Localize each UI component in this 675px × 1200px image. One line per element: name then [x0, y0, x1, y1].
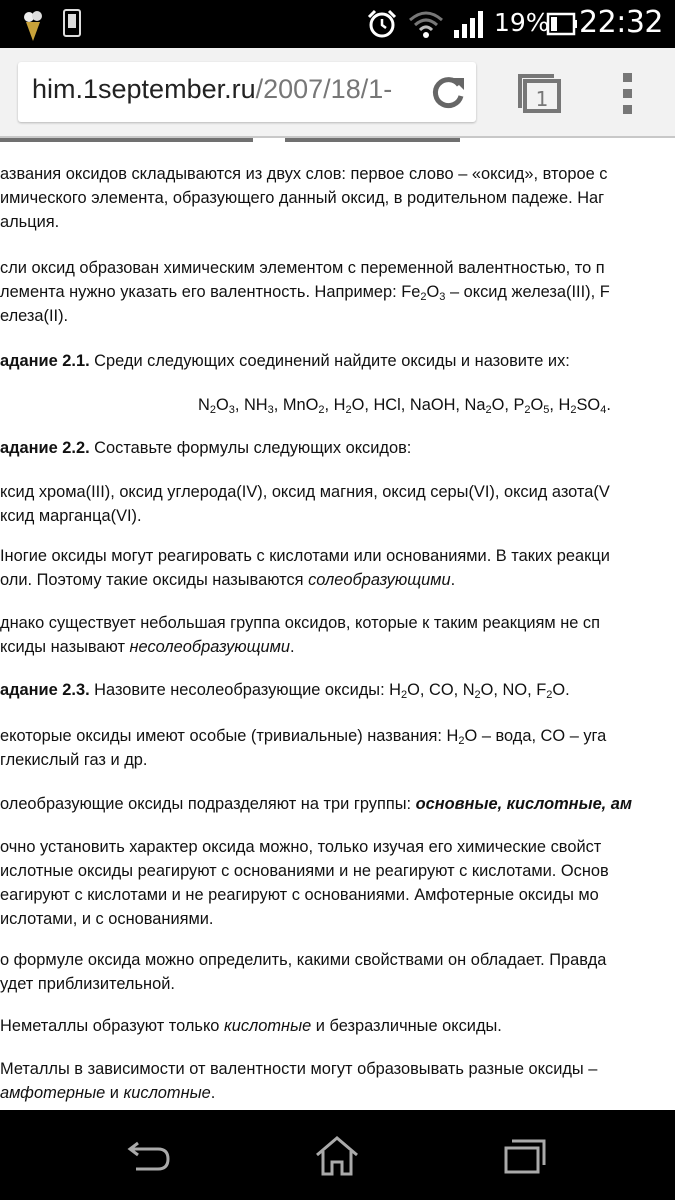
svg-text:1: 1: [535, 87, 549, 111]
phone-device-icon: [62, 8, 82, 38]
signal-strength-icon: [452, 10, 486, 38]
paragraph-line: ислотами, и с основаниями.: [0, 910, 214, 928]
task-2-3: адание 2.3. Назовите несолеобразующие оксиды: $H_2O$, CO, $N_2O$, NO, $F_2O$.: [0, 681, 570, 701]
home-icon[interactable]: [312, 1135, 362, 1177]
task-2-2: адание 2.2. Составьте формулы следующих оксидов:: [0, 439, 412, 457]
wifi-icon: [408, 8, 444, 40]
tabs-switcher-icon[interactable]: [514, 68, 564, 116]
reload-icon[interactable]: [428, 72, 468, 112]
paragraph-line: ксид марганца(VI).: [0, 507, 142, 525]
url-text[interactable]: [32, 74, 392, 105]
paragraph-line: Неметаллы образуют только кислотные и безразличные оксиды.: [0, 1017, 502, 1035]
browser-toolbar: [0, 48, 675, 138]
notification-app-icon: [20, 8, 46, 42]
paragraph-line: олеобразующие оксиды подразделяют на три группы: основные, кислотные, ам: [0, 795, 633, 813]
paragraph-line: удет приблизительной.: [0, 975, 175, 993]
clock-time: 22:32: [579, 5, 663, 40]
paragraph-line: ксид хрома(III), оксид углерода(IV), оксид магния, оксид серы(VI), оксид азота(V: [0, 483, 610, 501]
system-navigation-bar: [0, 1110, 675, 1200]
address-bar[interactable]: [18, 62, 476, 122]
url-domain: him.1september.ru: [32, 74, 256, 104]
paragraph-line: ксиды называют несолеобразующими.: [0, 638, 295, 656]
paragraph-line: Металлы в зависимости от валентности могут образовывать разные оксиды –: [0, 1060, 598, 1078]
back-icon[interactable]: [124, 1135, 174, 1177]
paragraph-line: Іногие оксиды могут реагировать с кислотами или основаниями. В таких реакци: [0, 547, 610, 565]
paragraph-line: сли оксид образован химическим элементом с переменной валентностью, то п: [0, 259, 605, 277]
paragraph-line: лемента нужно указать его валентность. Например: $Fe_2O_3$ – оксид железа(III), F: [0, 283, 610, 303]
paragraph-line: еагируют с кислотами и не реагируют с основаниями. Амфотерные оксиды мо: [0, 886, 599, 904]
web-page-content: [0, 138, 675, 1110]
cut-off-previous-line: [0, 138, 460, 142]
paragraph-line: азвания оксидов складываются из двух слов: первое слово – «оксид», второе с: [0, 165, 608, 183]
paragraph-line: амфотерные и кислотные.: [0, 1084, 216, 1102]
paragraph-line: оли. Поэтому такие оксиды называются солеобразующими.: [0, 571, 456, 589]
recent-apps-icon[interactable]: [500, 1135, 550, 1177]
paragraph-line: альция.: [0, 213, 60, 231]
paragraph-line: имического элемента, образующего данный оксид, в родительном падеже. Наг: [0, 189, 605, 207]
paragraph-line: елеза(II).: [0, 307, 69, 325]
paragraph-line: днако существует небольшая группа оксидов, которые к таким реакциям не сп: [0, 614, 601, 632]
paragraph-line: очно установить характер оксида можно, только изучая его химические свойст: [0, 838, 602, 856]
status-bar: [0, 0, 675, 48]
overflow-menu-icon[interactable]: [618, 70, 638, 116]
url-path: /2007/18/1-: [255, 74, 393, 104]
paragraph-line: екоторые оксиды имеют особые (тривиальные) названия: $H_2O$ – вода, CO – уга: [0, 727, 607, 747]
paragraph-line: глекислый газ и др.: [0, 751, 148, 769]
battery-icon: [546, 11, 578, 37]
battery-percent: 19%: [494, 8, 550, 37]
paragraph-line: ислотные оксиды реагируют с основаниями и не реагируют с кислотами. Основ: [0, 862, 609, 880]
task-2-1: адание 2.1. Среди следующих соединений найдите оксиды и назовите их:: [0, 352, 570, 370]
alarm-clock-icon: [366, 8, 398, 40]
formula-list: $N_2O_3$, $NH_3$, MnO$_2$, $H_2O$, HCl, NaOH, $Na_2O$, $P_2O_5$, $H_2SO_4$.: [198, 396, 611, 416]
paragraph-line: о формуле оксида можно определить, какими свойствами он обладает. Правда: [0, 951, 607, 969]
